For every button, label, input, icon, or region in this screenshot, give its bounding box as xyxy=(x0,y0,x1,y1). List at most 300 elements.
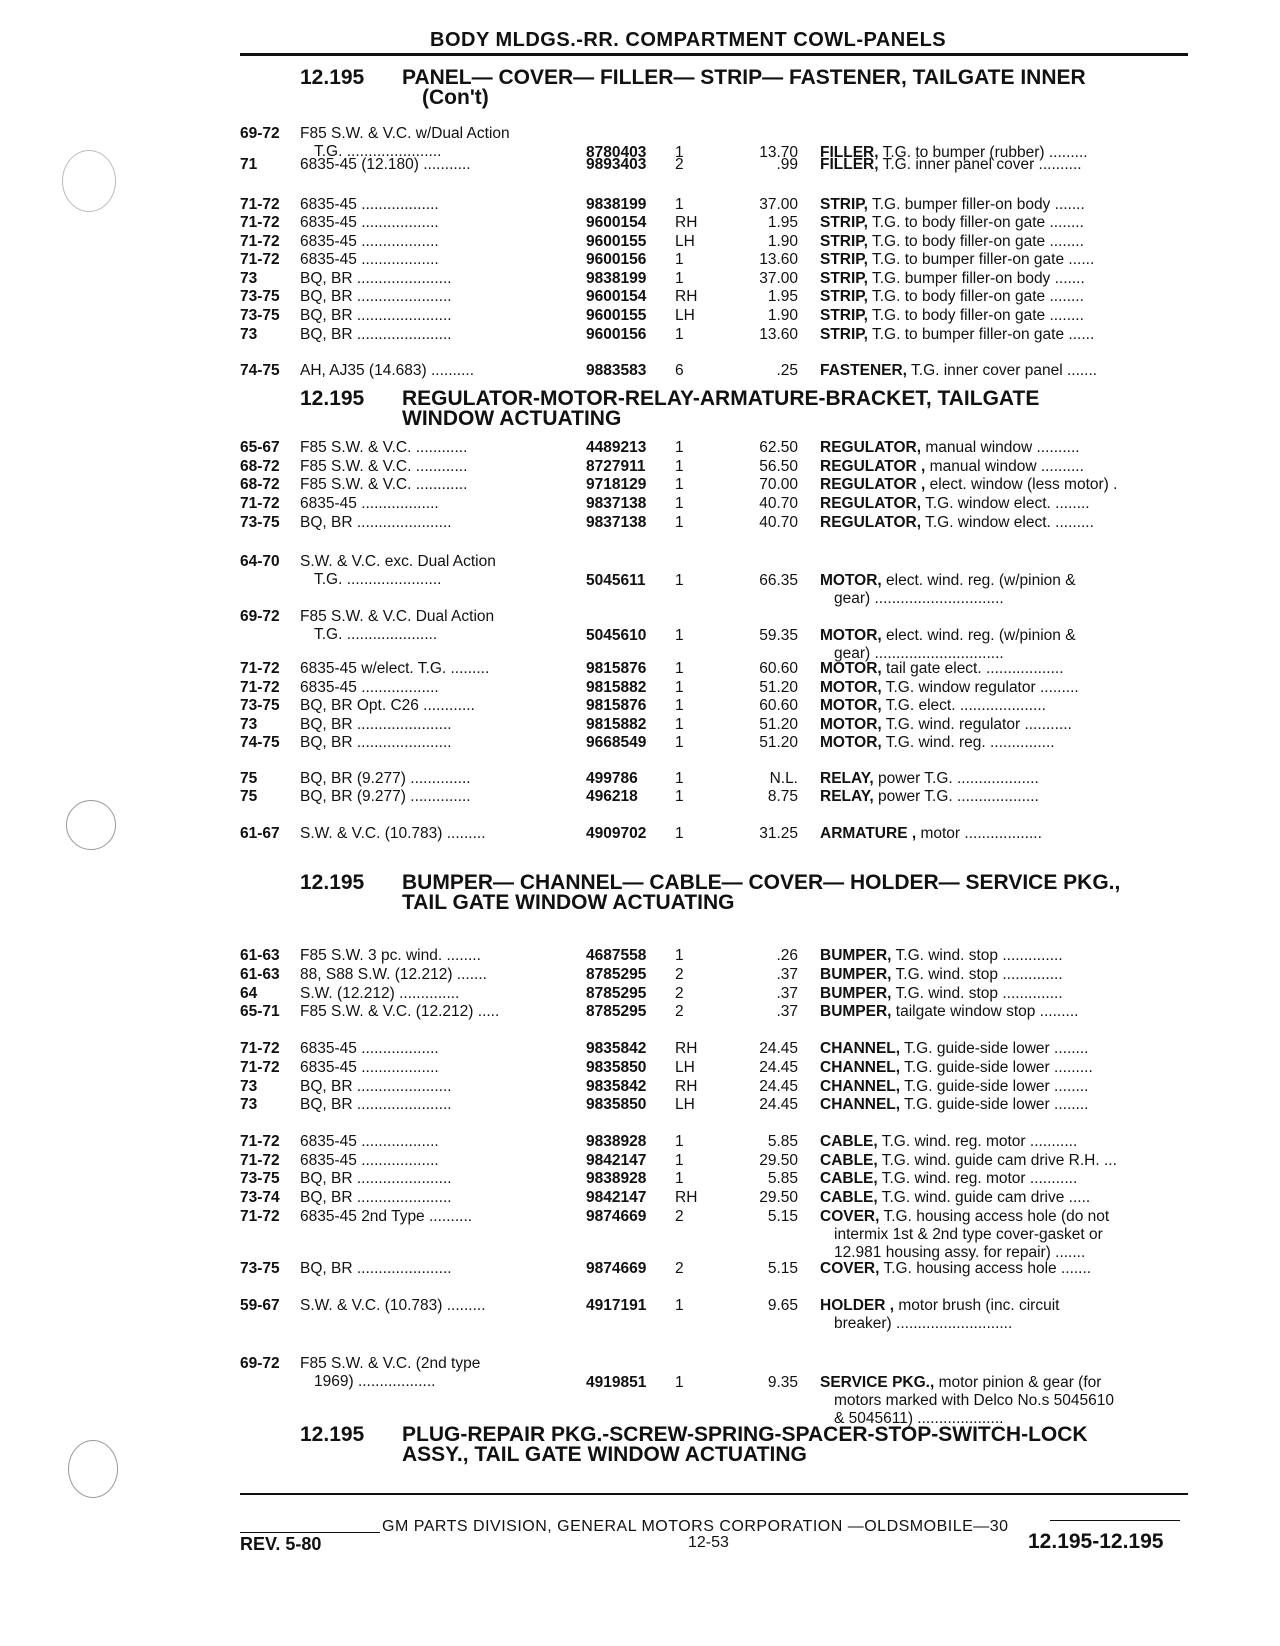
part-name: RELAY, xyxy=(820,770,874,787)
quantity: 1 xyxy=(675,1133,684,1150)
part-name: RELAY, xyxy=(820,788,874,805)
quantity: 1 xyxy=(675,788,684,805)
description xyxy=(820,1297,1186,1333)
quantity: 2 xyxy=(675,1003,684,1020)
part-number: 8727911 xyxy=(586,458,646,475)
application xyxy=(300,679,562,697)
description-line xyxy=(820,660,1064,677)
section-title: PLUG-REPAIR PKG.-SCREW-SPRING-SPACER-STOP-SWITCH-LOCK xyxy=(402,1423,1088,1446)
model-years: 64 xyxy=(240,985,258,1002)
part-number: 8785295 xyxy=(586,966,647,983)
quantity: 1 xyxy=(675,458,684,475)
application-line: BQ, BR ...................... xyxy=(300,288,452,305)
description xyxy=(820,156,1186,174)
description xyxy=(820,1059,1186,1077)
price: 1.90 xyxy=(767,233,798,250)
application-line: F85 S.W. & V.C. (2nd type xyxy=(300,1355,481,1372)
price: .37 xyxy=(776,985,798,1002)
quantity: 2 xyxy=(675,1208,684,1225)
model-years: 73 xyxy=(240,1096,258,1113)
application-line: 6835-45 .................. xyxy=(300,1059,439,1076)
application-line-2: T.G. ...................... xyxy=(314,571,442,588)
application-line: 6835-45 .................. xyxy=(300,1040,439,1057)
footer-rule-left xyxy=(240,1532,380,1533)
model-years: 71-72 xyxy=(240,1059,280,1076)
footer-rule-right xyxy=(1050,1520,1180,1521)
part-name: MOTOR, xyxy=(820,660,882,677)
model-years: 71-72 xyxy=(240,251,280,268)
part-number: 8780403 xyxy=(586,144,647,161)
part-number: 9600156 xyxy=(586,251,647,268)
application-line: BQ, BR ...................... xyxy=(300,1096,452,1113)
quantity: 1 xyxy=(675,1152,684,1169)
description xyxy=(820,660,1186,678)
part-name: STRIP, xyxy=(820,326,868,343)
description xyxy=(820,679,1186,697)
description-line xyxy=(820,1297,1059,1314)
description-text: T.G. to bumper (rubber) ......... xyxy=(882,144,1088,161)
quantity: 1 xyxy=(675,697,684,714)
description-line xyxy=(820,514,1094,531)
application-line: 6835-45 .................. xyxy=(300,214,439,231)
part-name: CABLE, xyxy=(820,1152,878,1169)
part-name: REGULATOR, xyxy=(820,514,922,531)
application-line: BQ, BR ...................... xyxy=(300,1189,452,1206)
application-line: S.W. & V.C. (10.783) ......... xyxy=(300,825,486,842)
description-text: elect. wind. reg. (w/pinion & xyxy=(886,627,1076,644)
price: 40.70 xyxy=(759,495,798,512)
price: 40.70 xyxy=(759,514,798,531)
application-line: BQ, BR ...................... xyxy=(300,1260,452,1277)
quantity: 1 xyxy=(675,1374,684,1391)
application xyxy=(300,233,562,251)
description xyxy=(820,1078,1186,1096)
description-text: T.G. wind. stop .............. xyxy=(895,985,1063,1002)
application xyxy=(300,1003,562,1021)
description xyxy=(820,1170,1186,1188)
description-line xyxy=(820,288,1084,305)
application-line-2: 1969) .................. xyxy=(314,1373,436,1390)
application xyxy=(300,788,562,806)
application xyxy=(300,307,562,325)
application xyxy=(300,439,562,457)
price: 1.90 xyxy=(767,307,798,324)
quantity: 1 xyxy=(675,679,684,696)
quantity: 1 xyxy=(675,251,684,268)
description-text: manual window .......... xyxy=(929,458,1084,475)
application-line: F85 S.W. 3 pc. wind. ........ xyxy=(300,947,481,964)
application xyxy=(300,495,562,513)
description-line xyxy=(820,196,1085,213)
part-number: 9874669 xyxy=(586,1260,647,1277)
price: 29.50 xyxy=(759,1152,798,1169)
quantity: 1 xyxy=(675,770,684,787)
application-line: 6835-45 .................. xyxy=(300,679,439,696)
quantity: 1 xyxy=(675,144,684,161)
description xyxy=(820,985,1186,1003)
price: 1.95 xyxy=(767,288,798,305)
quantity: 2 xyxy=(675,156,684,173)
section-number: 12.195 xyxy=(300,871,365,894)
part-name: BUMPER, xyxy=(820,1003,892,1020)
description-text: T.G. to bumper filler-on gate ...... xyxy=(871,251,1095,268)
description xyxy=(820,458,1186,476)
application xyxy=(300,458,562,476)
description xyxy=(820,307,1186,325)
model-years: 64-70 xyxy=(240,553,280,570)
part-name: STRIP, xyxy=(820,270,868,287)
application xyxy=(300,1078,562,1096)
description-text: T.G. to body filler-on gate ........ xyxy=(871,233,1084,250)
footer-division: GM PARTS DIVISION, GENERAL MOTORS CORPORATION —OLDSMOBILE—30 xyxy=(382,1518,1009,1535)
application-line: 6835-45 .................. xyxy=(300,495,439,512)
application-line: F85 S.W. & V.C. ............ xyxy=(300,458,468,475)
application xyxy=(300,697,562,715)
part-name: STRIP, xyxy=(820,196,868,213)
application-line: BQ, BR ...................... xyxy=(300,1078,452,1095)
description-line xyxy=(820,458,1084,475)
part-number: 4917191 xyxy=(586,1297,647,1314)
quantity: RH xyxy=(675,214,698,231)
application-line: AH, AJ35 (14.683) .......... xyxy=(300,362,475,379)
description-text: motor pinion & gear (for xyxy=(938,1374,1102,1391)
footer-revision: REV. 5-80 xyxy=(240,1534,322,1554)
application-line: BQ, BR ...................... xyxy=(300,1170,452,1187)
model-years: 68-72 xyxy=(240,476,280,493)
price: 66.35 xyxy=(759,572,798,589)
quantity: 1 xyxy=(675,572,684,589)
description xyxy=(820,251,1186,269)
part-number: 9718129 xyxy=(586,476,647,493)
quantity: LH xyxy=(675,307,695,324)
description xyxy=(820,196,1186,214)
description-line xyxy=(820,214,1084,231)
description-line xyxy=(820,788,1039,805)
footer-rule xyxy=(240,1493,1188,1495)
price: 13.60 xyxy=(759,326,798,343)
model-years: 71-72 xyxy=(240,1152,280,1169)
description-line-2: motors marked with Delco No.s 5045610 xyxy=(834,1392,1114,1409)
description-text: T.G. wind. guide cam drive R.H. ... xyxy=(881,1152,1117,1169)
application-line: 6835-45 w/elect. T.G. ......... xyxy=(300,660,490,677)
description-text: elect. window (less motor) . xyxy=(929,476,1118,493)
description xyxy=(820,825,1186,843)
description xyxy=(820,214,1186,232)
price: 60.60 xyxy=(759,660,798,677)
description-line xyxy=(820,966,1063,983)
description-line xyxy=(820,1208,1109,1225)
quantity: 1 xyxy=(675,270,684,287)
description-line xyxy=(820,251,1094,268)
model-years: 71-72 xyxy=(240,1133,280,1150)
description-line xyxy=(820,1170,1077,1187)
description-line xyxy=(820,1003,1078,1020)
description-line xyxy=(820,156,1082,173)
part-number: 9815876 xyxy=(586,660,647,677)
model-years: 71-72 xyxy=(240,495,280,512)
price: .99 xyxy=(776,156,798,173)
description-text: T.G. to body filler-on gate ........ xyxy=(871,288,1084,305)
description-line xyxy=(820,1059,1093,1076)
part-number: 9600154 xyxy=(586,214,647,231)
part-name: CABLE, xyxy=(820,1133,878,1150)
description-line xyxy=(820,697,1046,714)
part-number: 9874669 xyxy=(586,1208,647,1225)
description-line xyxy=(820,1040,1088,1057)
model-years: 68-72 xyxy=(240,458,280,475)
quantity: 1 xyxy=(675,825,684,842)
part-number: 9815882 xyxy=(586,716,647,733)
application-line: F85 S.W. & V.C. w/Dual Action xyxy=(300,125,510,142)
quantity: LH xyxy=(675,1096,695,1113)
part-name: CABLE, xyxy=(820,1170,878,1187)
part-name: STRIP, xyxy=(820,214,868,231)
description xyxy=(820,788,1186,806)
description-text: T.G. to body filler-on gate ........ xyxy=(871,307,1084,324)
description-text: T.G. wind. stop .............. xyxy=(895,966,1063,983)
quantity: 1 xyxy=(675,196,684,213)
description-text: T.G. bumper filler-on body ....... xyxy=(871,270,1085,287)
description xyxy=(820,439,1186,457)
application-line: BQ, BR ...................... xyxy=(300,514,452,531)
application xyxy=(300,553,562,589)
description-text: elect. wind. reg. (w/pinion & xyxy=(886,572,1076,589)
application xyxy=(300,251,562,269)
application xyxy=(300,966,562,984)
description xyxy=(820,514,1186,532)
application xyxy=(300,660,562,678)
description xyxy=(820,1096,1186,1114)
description-line xyxy=(820,1152,1117,1169)
application-line: BQ, BR ...................... xyxy=(300,326,452,343)
description-line xyxy=(820,1189,1090,1206)
price: 51.20 xyxy=(759,679,798,696)
model-years: 61-67 xyxy=(240,825,280,842)
application-line: F85 S.W. & V.C. Dual Action xyxy=(300,608,495,625)
application-line: F85 S.W. & V.C. (12.212) ..... xyxy=(300,1003,500,1020)
description xyxy=(820,270,1186,288)
quantity: RH xyxy=(675,1189,698,1206)
application xyxy=(300,270,562,288)
description-text: T.G. bumper filler-on body ....... xyxy=(871,196,1085,213)
model-years: 73-74 xyxy=(240,1189,280,1206)
section-title: REGULATOR-MOTOR-RELAY-ARMATURE-BRACKET, TAILGATE xyxy=(402,387,1040,410)
application xyxy=(300,1297,562,1315)
part-name: COVER, xyxy=(820,1260,880,1277)
section-title-cont: WINDOW ACTUATING xyxy=(402,407,622,430)
part-number: 9835850 xyxy=(586,1059,647,1076)
description-line xyxy=(820,495,1090,512)
description-line xyxy=(820,985,1063,1002)
description xyxy=(820,362,1186,380)
part-name: STRIP, xyxy=(820,233,868,250)
quantity: LH xyxy=(675,233,695,250)
description-line-2: breaker) ........................... xyxy=(834,1315,1013,1332)
description-line xyxy=(820,572,1076,589)
part-name: FILLER, xyxy=(820,156,879,173)
description-line xyxy=(820,947,1063,964)
section-heading-panel xyxy=(300,68,1142,108)
quantity: 1 xyxy=(675,1297,684,1314)
part-number: 5045610 xyxy=(586,627,647,644)
application xyxy=(300,196,562,214)
quantity: RH xyxy=(675,1078,698,1095)
description xyxy=(820,697,1186,715)
part-number: 9838199 xyxy=(586,196,647,213)
description-text: T.G. wind. guide cam drive ..... xyxy=(881,1189,1091,1206)
price: 8.75 xyxy=(767,788,798,805)
description xyxy=(820,627,1186,663)
part-name: MOTOR, xyxy=(820,716,882,733)
application xyxy=(300,947,562,965)
part-name: MOTOR, xyxy=(820,697,882,714)
application-line: 6835-45 2nd Type .......... xyxy=(300,1208,473,1225)
price: 5.15 xyxy=(767,1260,798,1277)
application xyxy=(300,362,562,380)
part-name: HOLDER , xyxy=(820,1297,895,1314)
description xyxy=(820,476,1186,494)
part-number: 9600155 xyxy=(586,233,647,250)
application xyxy=(300,214,562,232)
description xyxy=(820,1189,1186,1207)
description xyxy=(820,572,1186,608)
part-name: MOTOR, xyxy=(820,679,882,696)
description-text: T.G. wind. regulator ........... xyxy=(885,716,1072,733)
description-text: T.G. window regulator ......... xyxy=(885,679,1079,696)
model-years: 69-72 xyxy=(240,1355,280,1372)
part-number: 9893403 xyxy=(586,156,647,173)
part-name: MOTOR, xyxy=(820,734,882,751)
quantity: 6 xyxy=(675,362,684,379)
part-number: 9835850 xyxy=(586,1096,647,1113)
description-line xyxy=(820,1374,1101,1391)
price: 51.20 xyxy=(759,716,798,733)
application xyxy=(300,1170,562,1188)
quantity: 1 xyxy=(675,476,684,493)
application-line: BQ, BR ...................... xyxy=(300,270,452,287)
part-name: REGULATOR , xyxy=(820,476,926,493)
model-years: 73-75 xyxy=(240,1260,280,1277)
application-line: 6835-45 .................. xyxy=(300,233,439,250)
price: 24.45 xyxy=(759,1078,798,1095)
quantity: 2 xyxy=(675,985,684,1002)
part-number: 9842147 xyxy=(586,1189,647,1206)
quantity: 1 xyxy=(675,734,684,751)
application-line: BQ, BR Opt. C26 ............ xyxy=(300,697,475,714)
model-years: 59-67 xyxy=(240,1297,280,1314)
application-line: 6835-45 .................. xyxy=(300,1133,439,1150)
application-line: 88, S88 S.W. (12.212) ....... xyxy=(300,966,487,983)
application xyxy=(300,514,562,532)
description xyxy=(820,734,1186,752)
part-name: BUMPER, xyxy=(820,985,892,1002)
description xyxy=(820,1208,1186,1262)
description-text: T.G. guide-side lower ........ xyxy=(904,1096,1089,1113)
description-line xyxy=(820,326,1094,343)
binder-hole-mark xyxy=(62,150,116,212)
application xyxy=(300,1355,562,1391)
quantity: RH xyxy=(675,1040,698,1057)
application-line: 6835-45 .................. xyxy=(300,251,439,268)
model-years: 73-75 xyxy=(240,697,280,714)
description-line xyxy=(820,734,1055,751)
section-title-cont: ASSY., TAIL GATE WINDOW ACTUATING xyxy=(402,1443,807,1466)
description-text: T.G. inner panel cover .......... xyxy=(882,156,1082,173)
header-rule xyxy=(240,53,1188,56)
part-number: 9838199 xyxy=(586,270,647,287)
price: 60.60 xyxy=(759,697,798,714)
price: 37.00 xyxy=(759,196,798,213)
model-years: 69-72 xyxy=(240,608,280,625)
quantity: 1 xyxy=(675,495,684,512)
section-number: 12.195 xyxy=(300,387,365,410)
section-title-cont: TAIL GATE WINDOW ACTUATING xyxy=(402,891,735,914)
section-number: 12.195 xyxy=(300,1423,365,1446)
description xyxy=(820,947,1186,965)
application xyxy=(300,716,562,734)
model-years: 73 xyxy=(240,1078,258,1095)
part-number: 9600155 xyxy=(586,307,647,324)
model-years: 75 xyxy=(240,788,258,805)
application xyxy=(300,156,562,174)
part-number: 5045611 xyxy=(586,572,646,589)
price: 51.20 xyxy=(759,734,798,751)
application xyxy=(300,734,562,752)
price: 29.50 xyxy=(759,1189,798,1206)
description-line xyxy=(820,233,1084,250)
application xyxy=(300,1260,562,1278)
application xyxy=(300,1096,562,1114)
description-text: T.G. housing access hole ....... xyxy=(883,1260,1092,1277)
price: 13.70 xyxy=(759,144,798,161)
application-line: 6835-45 .................. xyxy=(300,196,439,213)
model-years: 65-71 xyxy=(240,1003,280,1020)
quantity: 1 xyxy=(675,660,684,677)
price: 56.50 xyxy=(759,458,798,475)
price: 24.45 xyxy=(759,1040,798,1057)
part-number: 9883583 xyxy=(586,362,647,379)
price: N.L. xyxy=(769,770,798,787)
model-years: 61-63 xyxy=(240,966,280,983)
quantity: 1 xyxy=(675,1170,684,1187)
description-text: tailgate window stop ......... xyxy=(895,1003,1079,1020)
description-text: motor brush (inc. circuit xyxy=(898,1297,1060,1314)
quantity: RH xyxy=(675,288,698,305)
model-years: 71-72 xyxy=(240,233,280,250)
description-line xyxy=(820,1260,1091,1277)
part-number: 4489213 xyxy=(586,439,647,456)
section-heading-plug-repair xyxy=(300,1425,1142,1465)
part-number: 9600154 xyxy=(586,288,647,305)
description-text: T.G. to bumper filler-on gate ...... xyxy=(871,326,1095,343)
description-line xyxy=(820,307,1084,324)
part-name: ARMATURE , xyxy=(820,825,917,842)
description xyxy=(820,326,1186,344)
part-name: MOTOR, xyxy=(820,572,882,589)
price: .37 xyxy=(776,966,798,983)
application xyxy=(300,326,562,344)
price: .25 xyxy=(776,362,798,379)
part-number: 9835842 xyxy=(586,1078,647,1095)
section-number: 12.195 xyxy=(300,66,365,89)
part-number: 9837138 xyxy=(586,495,647,512)
part-number: 499786 xyxy=(586,770,638,787)
description-line xyxy=(820,825,1042,842)
application-line: BQ, BR (9.277) .............. xyxy=(300,788,471,805)
description-text: T.G. wind. reg. motor ........... xyxy=(881,1133,1078,1150)
description-text: motor .................. xyxy=(920,825,1042,842)
part-number: 9600156 xyxy=(586,326,647,343)
